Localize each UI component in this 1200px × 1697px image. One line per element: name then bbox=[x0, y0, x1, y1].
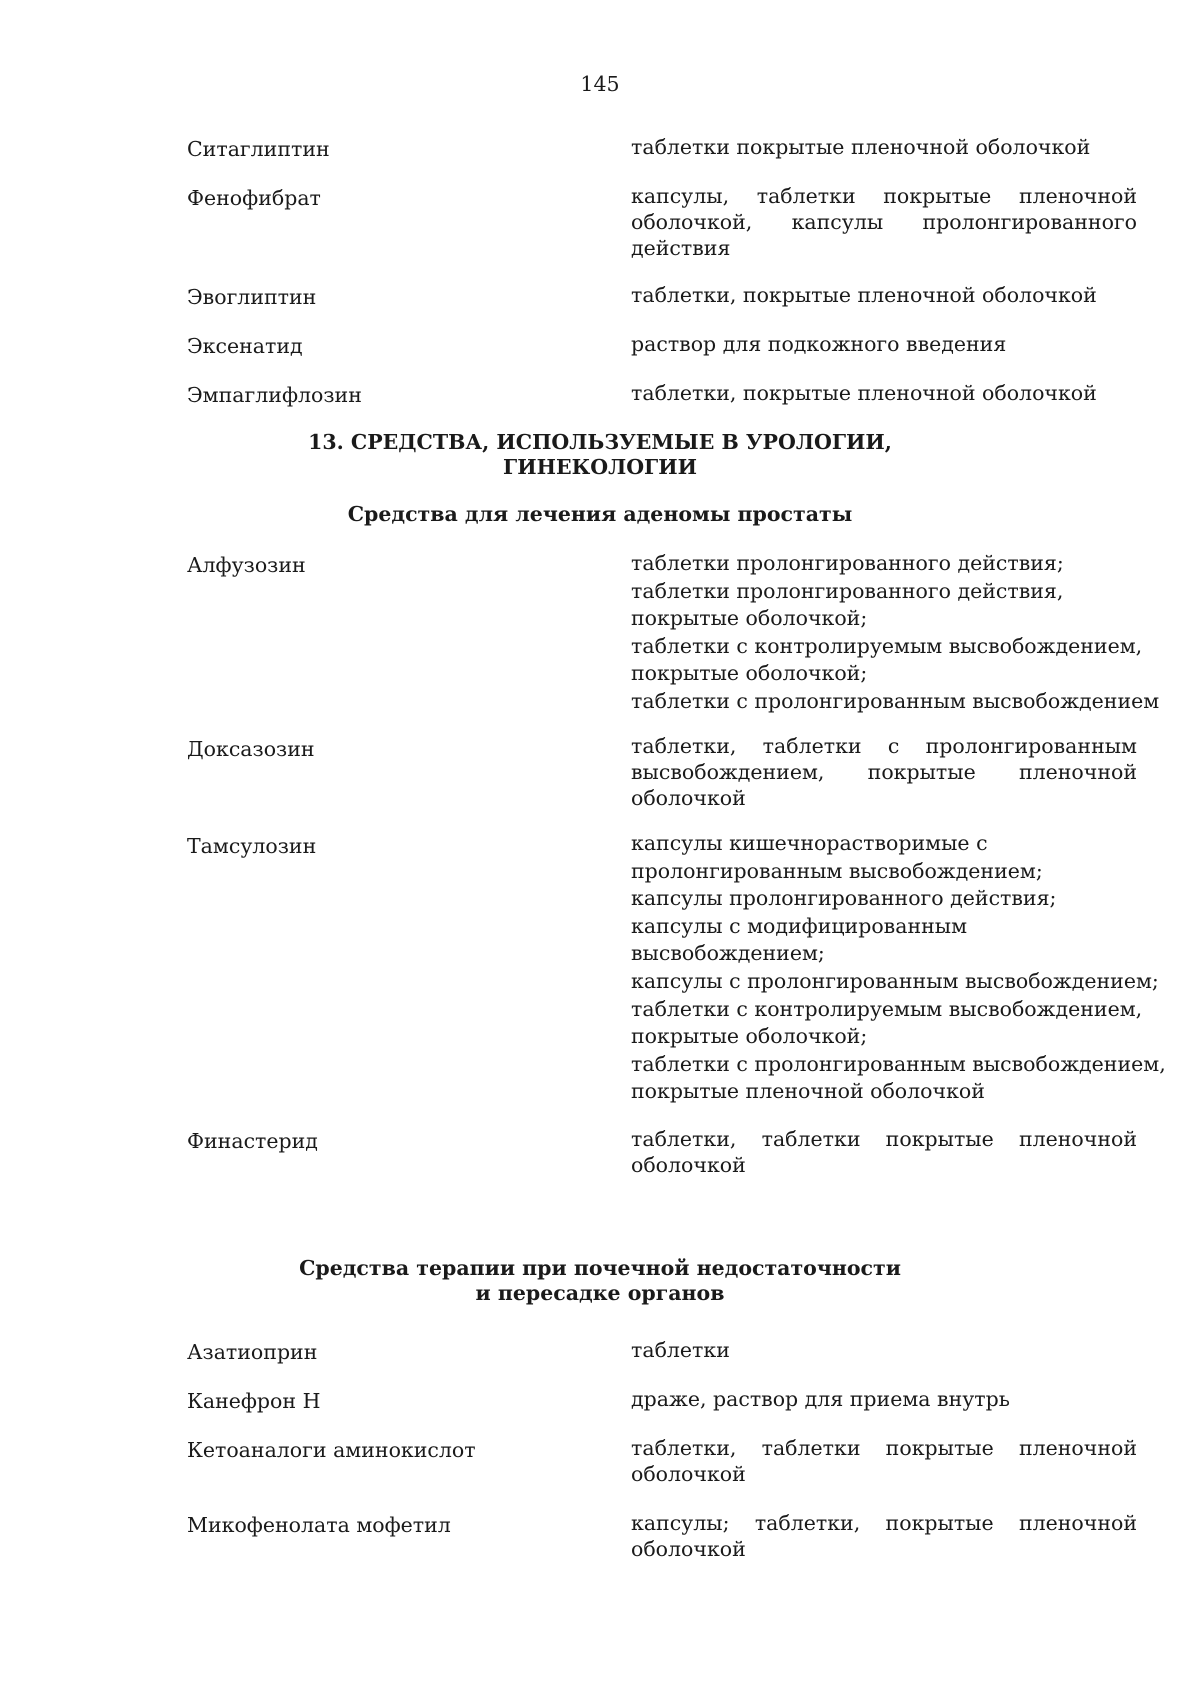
drug-form-line: действия bbox=[631, 236, 731, 260]
drug-form-line: капсулы с модифицированным bbox=[631, 913, 968, 938]
drug-form-line: таблетки, таблетки покрытые пленочной bbox=[631, 1127, 1137, 1151]
drug-form-line: таблетки покрытые пленочной оболочкой bbox=[631, 135, 1091, 159]
drug-form-line: таблетки с контролируемым высвобождением, bbox=[631, 633, 1143, 658]
subsection-title-line: Средства терапии при почечной недостаточности bbox=[299, 1256, 901, 1280]
drug-name: Азатиоприн bbox=[187, 1340, 318, 1364]
drug-form bbox=[631, 331, 1137, 357]
drug-name: Алфузозин bbox=[187, 553, 306, 577]
drug-name: Тамсулозин bbox=[187, 834, 317, 858]
drug-form bbox=[631, 1435, 1137, 1487]
drug-form-line: высвобождением; bbox=[631, 941, 825, 966]
drug-form-line: оболочкой bbox=[631, 1537, 746, 1561]
drug-form-line: оболочкой bbox=[631, 786, 746, 810]
drug-form-line: таблетки пролонгированного действия, bbox=[631, 578, 1064, 603]
drug-form-line: таблетки с контролируемым высвобождением, bbox=[631, 996, 1143, 1021]
drug-form-line: покрытые оболочкой; bbox=[631, 1024, 868, 1049]
drug-form bbox=[631, 550, 1160, 715]
drug-form-line: покрытые оболочкой; bbox=[631, 661, 868, 685]
drug-form bbox=[631, 380, 1137, 406]
drug-form-line: капсулы кишечнорастворимые с bbox=[631, 831, 988, 855]
drug-form bbox=[631, 134, 1137, 160]
subsection-title-line: и пересадке органов bbox=[475, 1281, 725, 1305]
subsection-title: Средства для лечения аденомы простаты bbox=[347, 502, 853, 526]
drug-form-line: оболочкой bbox=[631, 1462, 746, 1486]
drug-form-line: таблетки bbox=[631, 1338, 730, 1362]
drug-form-line: таблетки с пролонгированным высвобождением bbox=[631, 688, 1160, 713]
drug-form bbox=[631, 1386, 1137, 1412]
drug-form-line: таблетки, покрытые пленочной оболочкой bbox=[631, 283, 1097, 307]
drug-form bbox=[631, 282, 1137, 308]
drug-name: Эксенатид bbox=[187, 334, 303, 358]
drug-form-line: капсулы с пролонгированным высвобождением; bbox=[631, 968, 1159, 993]
page-number: 145 bbox=[580, 72, 620, 96]
section-heading bbox=[0, 430, 1200, 480]
drug-form-line: оболочкой, капсулы пролонгированного bbox=[631, 210, 1137, 234]
drug-form-line: таблетки, покрытые пленочной оболочкой bbox=[631, 381, 1097, 405]
drug-form bbox=[631, 1126, 1137, 1178]
drug-form-line: таблетки пролонгированного действия; bbox=[631, 551, 1064, 575]
drug-form-line: капсулы; таблетки, покрытые пленочной bbox=[631, 1511, 1137, 1535]
drug-name: Финастерид bbox=[187, 1129, 318, 1153]
drug-form-line: таблетки, таблетки с пролонгированным bbox=[631, 734, 1137, 758]
drug-form-line: таблетки, таблетки покрытые пленочной bbox=[631, 1436, 1137, 1460]
drug-form-line: таблетки с пролонгированным высвобождением, bbox=[631, 1051, 1166, 1076]
drug-form-line: раствор для подкожного введения bbox=[631, 332, 1007, 356]
drug-name: Эмпаглифлозин bbox=[187, 383, 362, 407]
drug-form-line: драже, раствор для приема внутрь bbox=[631, 1387, 1010, 1411]
drug-form-line: пролонгированным высвобождением; bbox=[631, 858, 1043, 883]
drug-form bbox=[631, 830, 1166, 1106]
section-heading-line: 13. СРЕДСТВА, ИСПОЛЬЗУЕМЫЕ В УРОЛОГИИ, bbox=[308, 430, 892, 454]
drug-name: Кетоаналоги аминокислот bbox=[187, 1438, 476, 1462]
drug-form-line: покрытые оболочкой; bbox=[631, 606, 868, 630]
drug-name: Фенофибрат bbox=[187, 186, 321, 210]
drug-form bbox=[631, 1337, 1137, 1363]
drug-name: Ситаглиптин bbox=[187, 137, 330, 161]
subsection-title bbox=[0, 1256, 1200, 1306]
drug-name: Микофенолата мофетил bbox=[187, 1513, 451, 1537]
drug-name: Эвоглиптин bbox=[187, 285, 317, 309]
drug-form bbox=[631, 733, 1137, 811]
drug-form-line: оболочкой bbox=[631, 1153, 746, 1177]
drug-form-line: покрытые пленочной оболочкой bbox=[631, 1079, 985, 1104]
section-heading-line: ГИНЕКОЛОГИИ bbox=[503, 455, 697, 479]
drug-form-line: капсулы, таблетки покрытые пленочной bbox=[631, 184, 1137, 208]
drug-form-line: высвобождением, покрытые пленочной bbox=[631, 760, 1137, 784]
drug-form-line: капсулы пролонгированного действия; bbox=[631, 886, 1057, 911]
drug-form bbox=[631, 1510, 1137, 1562]
drug-name: Канефрон Н bbox=[187, 1389, 321, 1413]
drug-name: Доксазозин bbox=[187, 737, 315, 761]
drug-form bbox=[631, 183, 1137, 261]
